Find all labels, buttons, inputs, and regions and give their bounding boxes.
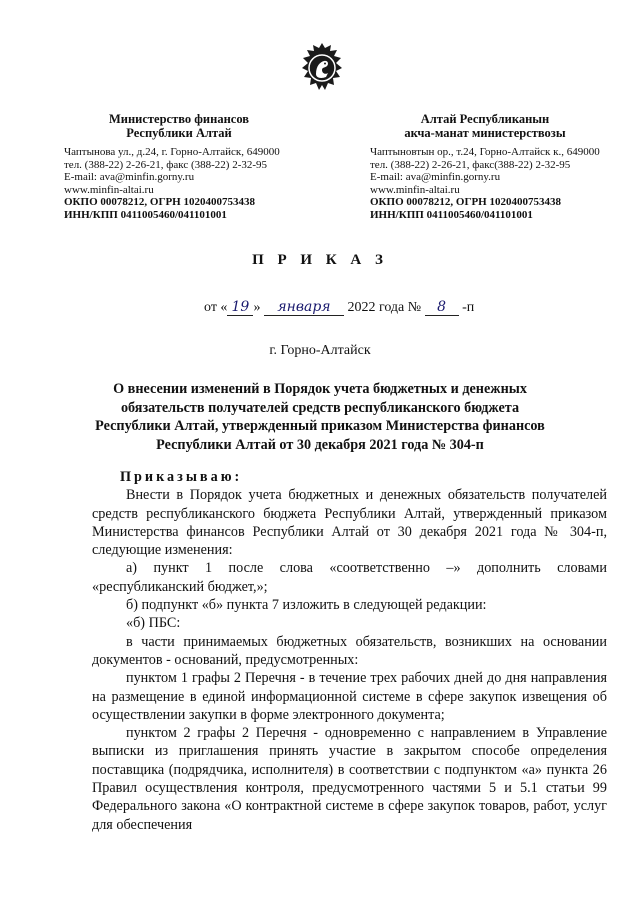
document-type-heading: П Р И К А З <box>252 252 388 268</box>
right-okpo: ОКПО 00078212, ОГРН 1020400753438 <box>370 196 561 209</box>
body-paragraph-1: Внести в Порядок учета бюджетных и денежных обязательств получателей средств республиканского бюджета Республики Алтай, утвержденный приказом Министерства финансов Республики Алтай от 30 декабря 2021 года № 304-п, следующие изменения: <box>92 487 607 559</box>
left-okpo: ОКПО 00078212, ОГРН 1020400753438 <box>64 196 255 209</box>
right-title-line1: Алтай Республиканын <box>420 112 550 126</box>
body-paragraph-7: пунктом 2 графы 2 Перечня - одновременно с направлением в Управление выписки из приглашения принять участие в закрытом способе определения поставщика (подрядчика, исполнителя) в соответствии с подпунктом «а» пункта 26 Правил осуществления контроля, предусмотренного частями 5 и 5.1 статьи 99 Федерального закона «О контрактной системе в сфере закупок товаров, работ, услуг для обеспечения <box>92 725 607 833</box>
body-paragraph-4: «б) ПБС: <box>126 615 181 632</box>
date-mid: » <box>253 300 261 315</box>
order-number: 8 <box>425 299 459 316</box>
left-header-title <box>64 112 294 140</box>
date-line <box>204 299 474 316</box>
body-paragraph-5: в части принимаемых бюджетных обязательств, возникших на основании документов - оснований, предусмотренных: <box>92 633 607 668</box>
date-year: 2022 года № <box>347 300 422 315</box>
date-day: 19 <box>227 299 253 316</box>
right-address: Чаптыновтын ор., т.24, Горно-Алтайск к., 649000 <box>370 146 600 158</box>
order-word: Приказываю: <box>120 469 243 485</box>
body-paragraph-6: пунктом 1 графы 2 Перечня - в течение трех рабочих дней до дня направления на размещение в единой информационной системе в сфере закупок извещения об осуществлении закупки в форме электронного документа; <box>92 670 607 723</box>
date-prefix: от « <box>204 300 228 315</box>
left-phone: тел. (388-22) 2-26-21, факс (388-22) 2-32-95 <box>64 158 268 171</box>
right-inn: ИНН/КПП 0411005460/041101001 <box>370 208 533 221</box>
right-phone: тел. (388-22) 2-26-21, факс(388-22) 2-32-95 <box>370 158 571 171</box>
body-paragraph-2: а) пункт 1 после слова «соответственно –» дополнить словами «республиканский бюджет,»; <box>92 560 607 595</box>
date-suffix: -п <box>462 300 475 315</box>
right-title-line2: акча-манат министерствозы <box>404 126 566 140</box>
document-title: О внесении изменений в Порядок учета бюджетных и денежных обязательств получателей средств республиканского бюджета Республики Алтай, утвержденный приказом Министерства финансов Республики Алтай от 30 декабря 2021 года № 304-п <box>95 381 545 453</box>
left-title-line1: Министерство финансов <box>108 112 250 126</box>
document-body <box>92 468 607 834</box>
body-paragraph-3: б) подпункт «б» пункта 7 изложить в следующей редакции: <box>126 597 487 614</box>
left-email: E-mail: ava@minfin.gorny.ru <box>64 171 195 184</box>
left-title-line2: Республики Алтай <box>126 126 232 140</box>
left-inn: ИНН/КПП 0411005460/041101001 <box>64 208 227 221</box>
left-header <box>64 112 314 222</box>
right-header <box>370 112 620 222</box>
left-website: www.minfin-altai.ru <box>64 183 154 196</box>
date-month: января <box>264 299 344 316</box>
right-email: E-mail: ava@minfin.gorny.ru <box>370 171 501 184</box>
city-line: г. Горно-Алтайск <box>269 343 371 358</box>
left-address: Чаптынова ул., д.24, г. Горно-Алтайск, 649000 <box>64 146 280 158</box>
emblem-logo <box>298 42 346 96</box>
right-header-title <box>370 112 600 140</box>
right-website: www.minfin-altai.ru <box>370 183 460 196</box>
